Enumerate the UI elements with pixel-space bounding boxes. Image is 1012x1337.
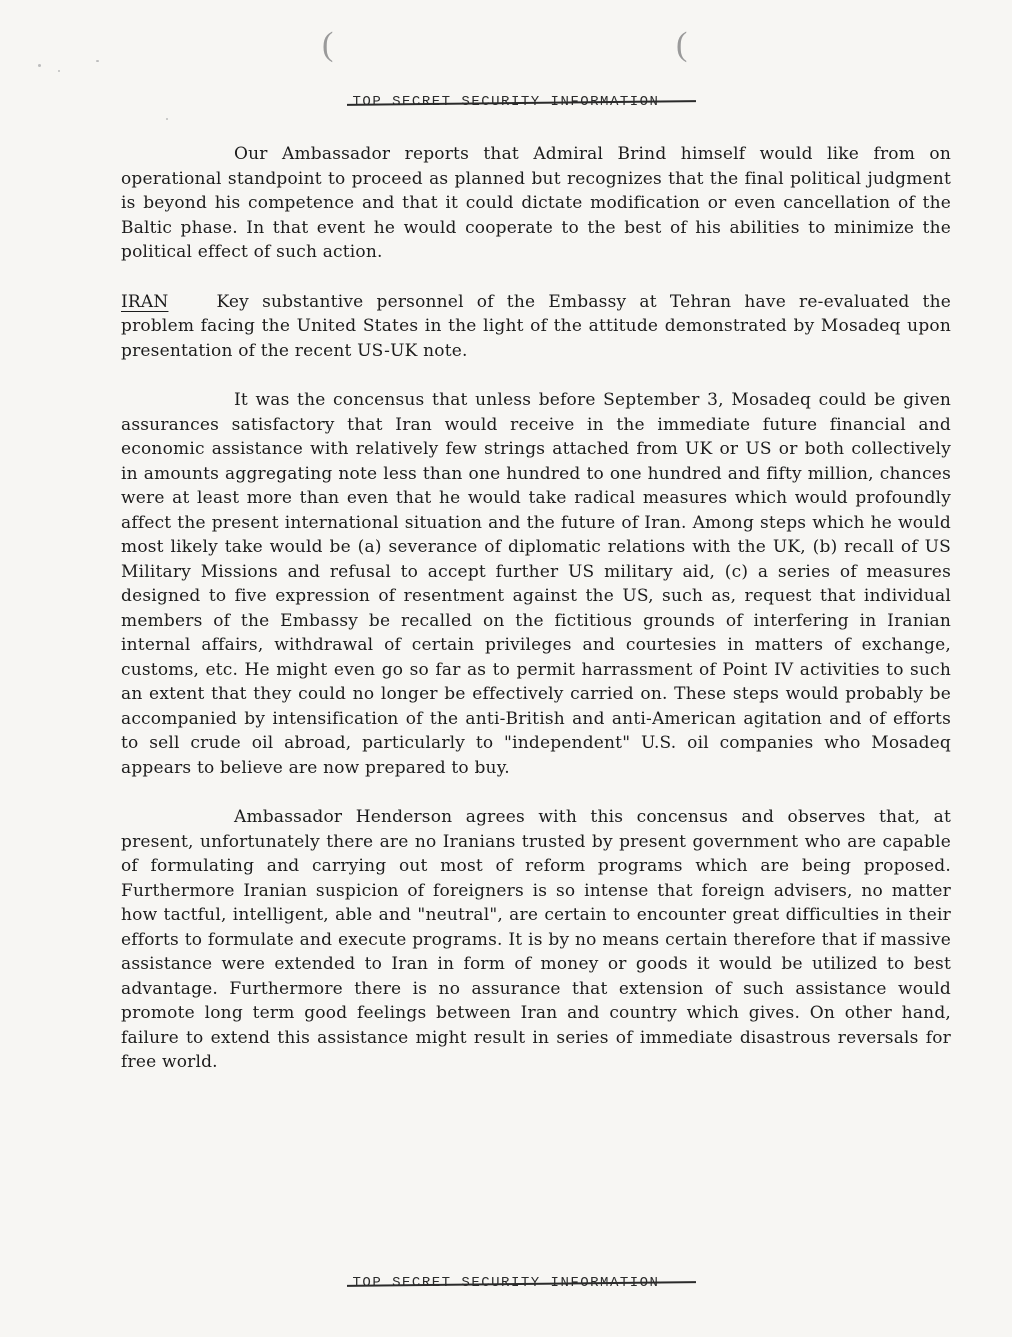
paper-speck	[58, 70, 60, 72]
memo-body	[121, 142, 951, 1075]
classification-header-text: TOP SECRET SECURITY INFORMATION	[347, 94, 666, 110]
hole-punch-mark-right: (	[676, 26, 688, 63]
classification-header	[0, 94, 1012, 110]
paper-speck	[166, 118, 168, 120]
classification-footer	[0, 1275, 1012, 1291]
paper-speck	[96, 60, 99, 62]
paragraph-concensus: It was the concensus that unless before September 3, Mosadeq could be given assurances satisfactory that Iran would receive in the immediate future financial and economic assistance with relatively few strings attached from UK or US or both collectively in amounts aggregating note less than one hundred to one hundred and fifty million, chances were at least more than even that he would take radical measures which would profoundly affect the present international situation and the future of Iran. Among steps which he would most likely take would be (a) severance of diplomatic relations with the UK, (b) recall of US Military Missions and refusal to accept further US military aid, (c) a series of measures designed to five expression of resentment against the US, such as, request that individual members of the Embassy be recalled on the fictitious grounds of interfering in Iranian internal affairs, withdrawal of certain privileges and courtesies in matters of exchange, customs, etc. He might even go so far as to permit harrassment of Point IV activities to such an extent that they could no longer be effectively carried on. These steps would probably be accompanied by intensification of the anti-British and anti-American agitation and of efforts to sell crude oil abroad, particularly to "independent" U.S. oil companies who Mosadeq appears to believe are now prepared to buy.	[121, 390, 951, 778]
paragraph-iran-intro	[121, 290, 951, 364]
paragraph-iran-intro-text: Key substantive personnel of the Embassy at Tehran have re-evaluated the problem facing the United States in the light of the attitude demonstrated by Mosadeq upon presentation of the recent US-UK note.	[121, 291, 951, 361]
hole-punch-mark-left: (	[322, 26, 334, 63]
paragraph-baltic: Our Ambassador reports that Admiral Brind himself would like from on operational standpoint to proceed as planned but recognizes that the final political judgment is beyond his competence and that it could dictate modification or even cancellation of the Baltic phase. In that event he would cooperate to the best of his abilities to minimize the political effect of such action.	[121, 144, 951, 262]
paper-speck	[38, 64, 41, 67]
classification-footer-text: TOP SECRET SECURITY INFORMATION	[347, 1275, 666, 1291]
paragraph-henderson: Ambassador Henderson agrees with this concensus and observes that, at present, unfortunately there are no Iranians trusted by present government who are capable of formulating and carrying out most of reform programs which are being proposed. Furthermore Iranian suspicion of foreigners is so intense that foreign advisers, no matter how tactful, intelligent, able and "neutral", are certain to encounter great difficulties in their efforts to formulate and execute programs. It is by no means certain therefore that if massive assistance were extended to Iran in form of money or goods it would be utilized to best advantage. Furthermore there is no assurance that extension of such assistance would promote long term good feelings between Iran and country which gives. On other hand, failure to extend this assistance might result in series of immediate disastrous reversals for free world.	[121, 807, 951, 1072]
section-heading-iran: IRAN	[121, 291, 169, 312]
